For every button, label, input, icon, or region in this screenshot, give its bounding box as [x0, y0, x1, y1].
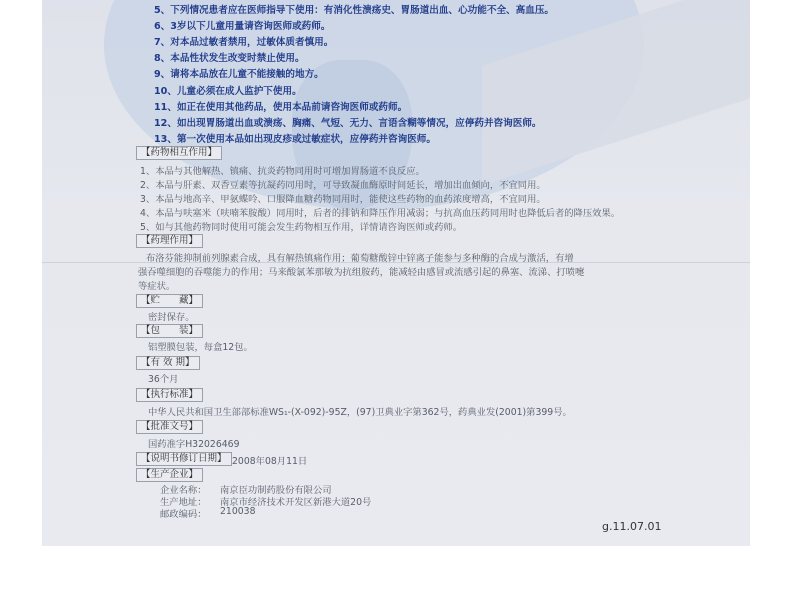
warning-item: 11、如正在使用其他药品，使用本品前请咨询医师或药师。	[154, 102, 408, 113]
manufacturer-label: 邮政编码：	[160, 509, 207, 520]
package-value: 铝塑膜包装，每盒12包。	[148, 342, 253, 353]
manufacturer-label: 生产地址：	[160, 497, 207, 508]
section-header-package: 【包 装】	[136, 324, 203, 338]
section-header-interactions: 【药物相互作用】	[136, 146, 222, 160]
revision-value: 2008年08月11日	[232, 456, 308, 467]
leaflet-sheet	[42, 0, 750, 546]
interaction-item: 4、本品与呋塞米（呋喃苯胺酸）同用时，后者的排钠和降压作用减弱；与抗高血压药同用时也降低后者的降压效果。	[140, 208, 621, 219]
warning-item: 12、如出现胃肠道出血或溃疡、胸痛、气短、无力、言语含糊等情况，应停药并咨询医师。	[154, 118, 542, 129]
warning-item: 5、下列情况患者应在医师指导下使用：有消化性溃疡史、胃肠道出血、心功能不全、高血压。	[154, 5, 555, 16]
section-header-approval: 【批准文号】	[136, 420, 203, 434]
pharmacology-line: 等症状。	[138, 281, 176, 292]
manufacturer-value: 南京臣功制药股份有限公司	[220, 485, 332, 496]
warning-item: 13、第一次使用本品如出现皮疹或过敏症状，应停药并咨询医师。	[154, 134, 436, 145]
interaction-item: 2、本品与肝素、双香豆素等抗凝药同用时，可导致凝血酶原时间延长，增加出血倾向，不宜同用。	[140, 180, 546, 191]
section-header-validity: 【有 效 期】	[136, 356, 200, 370]
leaflet-content	[42, 0, 750, 546]
manufacturer-label: 企业名称：	[160, 485, 207, 496]
standard-value: 中华人民共和国卫生部部标准WS₁-(X-092)-95Z，(97)卫典业字第362号，药典业发(2001)第399号。	[148, 407, 572, 418]
leaflet-code: g.11.07.01	[602, 520, 662, 533]
pharmacology-line: 强吞噬细胞的吞噬能力的作用；马来酸氯苯那敏为抗组胺药，能减轻由感冒或流感引起的鼻塞、流涕、打喷嚏	[138, 267, 585, 278]
warning-item: 10、儿童必须在成人监护下使用。	[154, 86, 302, 97]
interaction-item: 5、如与其他药物同时使用可能会发生药物相互作用，详情请咨询医师或药师。	[140, 222, 463, 233]
section-header-pharmacology: 【药理作用】	[136, 234, 203, 248]
section-header-manufacturer: 【生产企业】	[136, 468, 203, 482]
manufacturer-value: 210038	[220, 506, 256, 517]
warning-item: 6、3岁以下儿童用量请咨询医师或药师。	[154, 21, 331, 32]
warning-item: 9、请将本品放在儿童不能接触的地方。	[154, 69, 324, 80]
section-header-standard: 【执行标准】	[136, 388, 203, 402]
warning-item: 7、对本品过敏者禁用，过敏体质者慎用。	[154, 37, 334, 48]
manufacturer-value: 南京市经济技术开发区新港大道20号	[220, 497, 372, 508]
section-header-storage: 【贮 藏】	[136, 294, 203, 308]
interaction-item: 1、本品与其他解热、镇痛、抗炎药物同用时可增加胃肠道不良反应。	[140, 166, 425, 177]
section-header-revision: 【说明书修订日期】	[136, 452, 232, 466]
approval-value: 国药准字H32026469	[148, 439, 240, 450]
warning-item: 8、本品性状发生改变时禁止使用。	[154, 53, 305, 64]
pharmacology-line: 布洛芬能抑制前列腺素合成，具有解热镇痛作用；葡萄糖酸锌中锌离子能参与多种酶的合成与激活，有增	[146, 253, 574, 264]
interaction-item: 3、本品与地高辛、甲氨蝶呤、口服降血糖药物同用时，能使这些药物的血药浓度增高，不宜同用。	[140, 194, 546, 205]
storage-value: 密封保存。	[148, 312, 195, 323]
validity-value: 36个月	[148, 374, 179, 385]
